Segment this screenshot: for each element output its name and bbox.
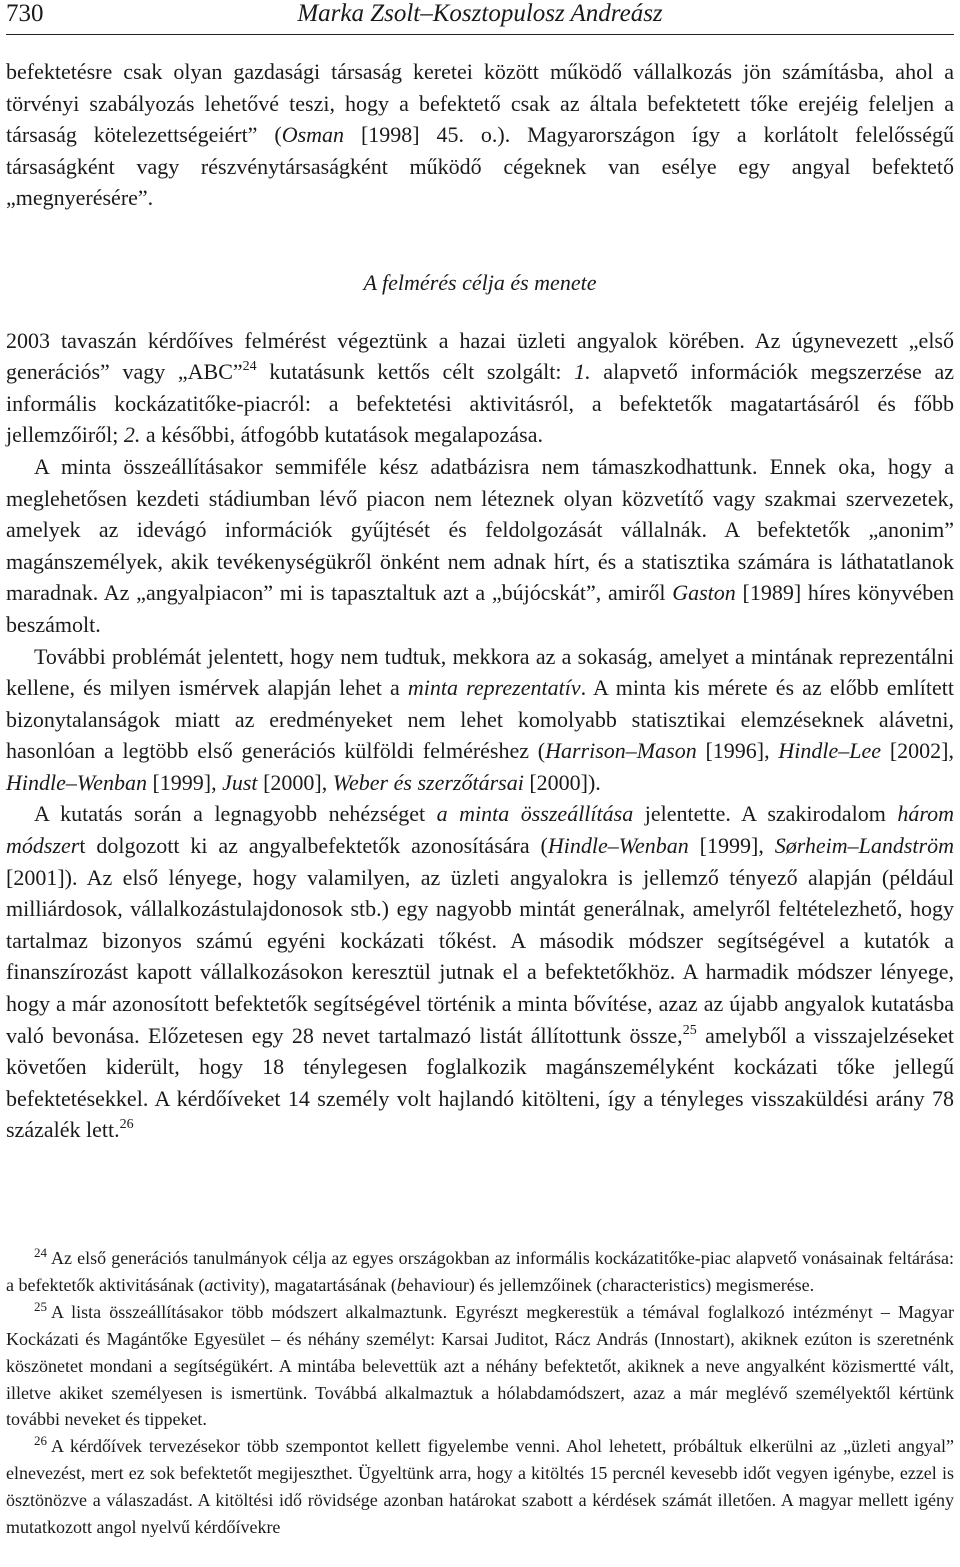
- citation-author: Hindle–Wenban: [547, 833, 689, 859]
- footnote-26: [6, 1433, 954, 1541]
- text-run: Az első generációs tanulmányok célja az egyes országokban az informális kockázatitőke-piac alapvető vonásainak feltárása: a befektetők aktivitásának (: [6, 1248, 954, 1295]
- running-title: Marka Zsolt–Kosztopulosz Andreász: [297, 0, 663, 27]
- text-run: [2000]).: [523, 769, 601, 795]
- emphasis: a: [204, 1274, 214, 1295]
- footnote-ref: 26: [119, 1117, 134, 1133]
- text-run: [1999],: [146, 769, 223, 795]
- footnote-24: [6, 1245, 954, 1299]
- enum-marker: 1.: [574, 359, 591, 385]
- emphasis: minta reprezentatív: [407, 675, 581, 701]
- text-run: a későbbi, átfogóbb kutatások megalapozása.: [140, 422, 544, 448]
- paragraph-4: [6, 798, 954, 1146]
- footnote-ref: 24: [242, 359, 257, 375]
- text-run: További problémát jelentett, hogy nem tudtuk, mekkora az a sokaság, amelyet a mintának reprezentálni kellene, és milyen ismérvek alapján lehet a: [6, 643, 954, 701]
- text-run: ehaviour) és jellemzőinek (: [405, 1274, 603, 1295]
- text-run: [1989] híres könyvében beszámolt.: [6, 580, 954, 637]
- text-run: alapvető információk megszerzése az informális kockázatitőke-piacról: a befektetési aktivitásról, a befektetők magatartásáról és főbb jellemzőiről;: [6, 359, 954, 448]
- text-run: [1996],: [696, 738, 779, 764]
- text-run: ctivity), magatartásának (: [213, 1274, 397, 1295]
- paragraph-1: [6, 325, 954, 451]
- footnote-ref: 25: [682, 1022, 697, 1038]
- text-run: A kérdőívek tervezésekor több szempontot kellett figyelembe venni. Ahol lehetett, próbáltuk elkerülni az „üzleti angyal” elnevezést, mert ez sok befektetőt megijeszthet. Ügyeltünk arra, hogy a kitöltés 15 percnél kevesebb időt vegyen igénybe, ezzel is ösztönözve a válaszadást. A kitöltési idő rövidsége azonban határokat szabott a kérdések számát illetően. A magyar mellett igény mutatkozott angol nyelvű kérdőívekre: [6, 1436, 954, 1538]
- running-header: [6, 0, 954, 36]
- page-number: 730: [6, 0, 44, 27]
- citation-author: Just: [222, 769, 258, 795]
- text-run: amelyből a visszajelzéseket követően kiderült, hogy 18 ténylegesen foglalkozik magánszemélyként kockázati tőke jellegű befektetésekkel. A kérdőíveket 14 személy volt hajlandó kitölteni, így a tényleges visszaküldési arány 78 százalék lett.: [6, 1022, 954, 1143]
- citation-author: Weber és szerzőtársai: [332, 769, 524, 795]
- text-run: kutatásunk kettős célt szolgált:: [256, 359, 575, 385]
- citation-author: Osman: [281, 122, 345, 148]
- intro-paragraph: [6, 56, 954, 214]
- emphasis: b: [396, 1274, 406, 1295]
- paragraph-3: [6, 641, 954, 799]
- enum-marker: 2.: [123, 422, 141, 448]
- text-run: 2003 tavaszán kérdőíves felmérést végeztünk a hazai üzleti angyalok körében. Az úgynevezett „első generációs” vagy „ABC”: [6, 327, 954, 385]
- text-run: t dolgozott ki az angyalbefektetők azonosítására (: [79, 833, 548, 859]
- footnote-25: [6, 1299, 954, 1434]
- footnote-number: 26: [34, 1433, 47, 1449]
- main-body: [6, 56, 954, 1146]
- text-run: A kutatás során a legnagyobb nehézséget: [34, 801, 437, 827]
- citation-author: Hindle–Wenban: [6, 769, 147, 795]
- text-run: [2001]). Az első lényege, hogy valamilyen, az üzleti angyalokra is jellemző tényező alapján (például milliárdosok, vállalkozástulajdonosok stb.) egy nagyobb mintát generálnak, amelyről feltételezhető, hogy tartalmaz bizonyos számú egyéni kockázati tőkést. A második módszer segítségével a kutatók a finanszírozást kapott vállalkozásokon keresztül jutnak el a befektetőkhöz. A harmadik módszer lényege, hogy a már azonosított befektetők segítségével történik a minta bővítése, azaz az újabb angyalok kutatásba való bevonása. Előzetesen egy 28 nevet tartalmazó listát állítottunk össze,: [6, 864, 954, 1048]
- text-run: A minta összeállításakor semmiféle kész adatbázisra nem támaszkodhattunk. Ennek oka, hogy a meglehetősen kezdeti stádiumban lévő piacon nem léteznek olyan közvetítő vagy szakmai szervezetek, amelyek az idevágó információk gyűjtését és feldolgozását vállalnák. A befektetők „anonim” magánszemélyek, akik tevékenységükről önként nem adnak hírt, és a statisztika számára is láthatatlanok maradnak. Az „angyalpiacon” mi is tapasztaltuk azt a „bújócskát”, amiről: [6, 453, 954, 606]
- intro-text: [1998] 45. o.). Magyarországon így a korlátolt felelősségű társaságként vagy részvénytársaságként működő cégeknek van esélye egy angyal befektető „megnyerésére”.: [6, 122, 954, 211]
- text-run: [2000],: [257, 769, 333, 795]
- text-run: [2002],: [881, 738, 954, 764]
- citation-author: Sørheim–Landström: [774, 833, 954, 859]
- section-heading: A felmérés célja és menete: [363, 269, 597, 295]
- footnote-number: 24: [34, 1245, 47, 1260]
- paragraph-2: [6, 451, 954, 641]
- citation-author: Hindle–Lee: [778, 738, 882, 764]
- citation-author: Gaston: [672, 580, 736, 606]
- emphasis: c: [602, 1274, 611, 1295]
- intro-text: befektetésre csak olyan gazdasági társaság keretei között működő vállalkozás jön számításba, ahol a törvényi szabályozás lehetővé teszi, hogy a befektető csak az általa befektetett tőke erejéig feleljen a társaság kötelezettségeiért” (: [6, 59, 954, 148]
- text-run: [1999],: [688, 833, 775, 859]
- footnote-number: 25: [34, 1298, 47, 1314]
- footnotes: [6, 1245, 954, 1541]
- emphasis: a minta összeállítása: [436, 801, 634, 827]
- emphasis: három módszer: [6, 801, 954, 859]
- text-run: jelentette. A szakirodalom: [633, 801, 898, 827]
- text-run: . A minta kis mérete és az előbb említett bizonytalanságok miatt az eredményeket nem lehet komolyabb statisztikai elemzéseknek alávetni, hasonlóan a legtöbb első generációs külföldi felméréshez (: [6, 675, 955, 764]
- text-run: haracteristics) megismerése.: [610, 1274, 815, 1295]
- header-rule: [6, 34, 954, 35]
- citation-author: Harrison–Mason: [545, 738, 697, 764]
- text-run: A lista összeállításakor több módszert alkalmaztunk. Egyrészt megkerestük a témával foglalkozó intézményt – Magyar Kockázati és Magántőke Egyesület – és néhány személyt: Karsai Juditot, Rácz András (Innostart), akiknek ezúton is szeretnénk köszönetet mondani a segítségükért. A mintába belevettük azt a néhány befektetőt, akiknek a neve angyalként közismertté vált, illetve akiket személyesen is ismertünk. Továbbá alkalmaztuk a hólabdamódszert, azaz a már meglévő személyektől kértünk további neveket és tippeket.: [6, 1301, 954, 1430]
